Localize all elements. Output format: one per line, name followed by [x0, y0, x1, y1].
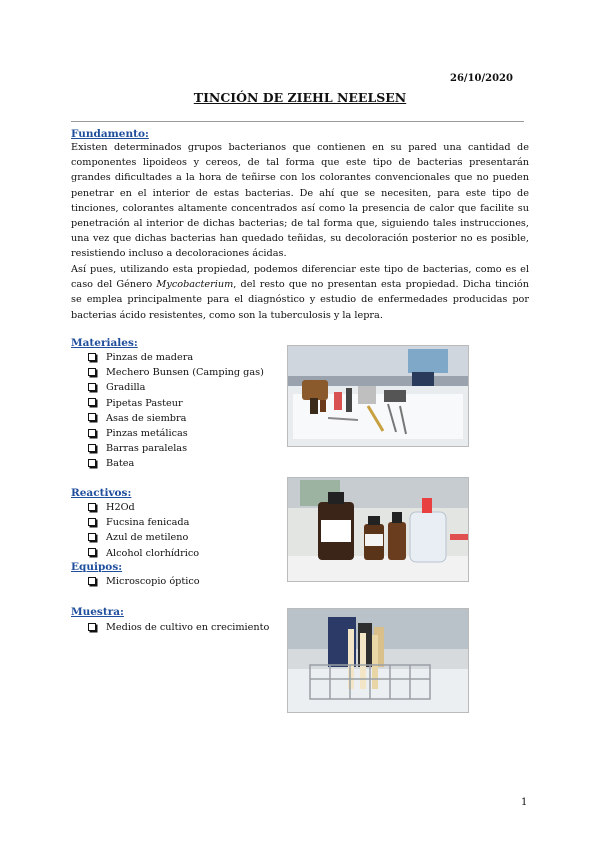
culture-tubes-photo-drawing — [288, 609, 468, 712]
fundamento-paragraph-2 — [71, 262, 529, 323]
fundamento-heading: Fundamento: — [71, 128, 149, 140]
checkbox-bullet-icon — [88, 444, 96, 452]
list-item-label: Pinzas metálicas — [106, 427, 188, 439]
materiales-heading: Materiales: — [71, 337, 138, 349]
list-item-label: Pinzas de madera — [106, 352, 194, 363]
list-item-label: Medios de cultivo en crecimiento — [106, 622, 270, 633]
list-item-label: H2Od — [106, 502, 135, 513]
equipos-heading: Equipos: — [71, 561, 123, 573]
paragraph-2-text-a: Así pues, utilizando esta propiedad, podemos diferenciar este tipo de bacterias, como es el caso del Género — [71, 264, 529, 291]
list-item — [88, 574, 200, 589]
paragraph-2-text-b: , del resto que no presentan esta propiedad. Dicha tinción se emplea principalmente para el diagnóstico y estudio de enfermedades producidas por bacterias ácido resistentes, como son la tuberculosis y la lepra. — [71, 279, 529, 321]
genus-name: Mycobacterium — [156, 279, 234, 291]
list-item-label: Fucsina fenicada — [106, 517, 190, 529]
materials-photo — [287, 345, 469, 447]
reagents-photo-drawing — [288, 478, 468, 581]
list-item-label: Asas de siembra — [106, 412, 187, 424]
checkbox-bullet-icon — [88, 548, 96, 556]
list-item — [88, 441, 264, 456]
list-item — [88, 456, 264, 471]
list-item-label: Gradilla — [106, 382, 146, 394]
equipos-list — [88, 574, 200, 589]
muestra-heading: Muestra: — [71, 606, 124, 618]
checkbox-bullet-icon — [88, 533, 96, 541]
list-item-label: Mechero Bunsen (Camping gas) — [106, 367, 264, 379]
list-item — [88, 426, 264, 441]
list-item — [88, 350, 264, 365]
list-item-label: Microscopio óptico — [106, 576, 200, 587]
reagents-photo — [287, 477, 469, 582]
checkbox-bullet-icon — [88, 503, 96, 511]
materials-photo-drawing — [288, 346, 468, 446]
list-item — [88, 380, 264, 395]
checkbox-bullet-icon — [88, 398, 96, 406]
reactivos-list — [88, 500, 199, 561]
checkbox-bullet-icon — [88, 623, 96, 631]
list-item — [88, 500, 199, 515]
list-item — [88, 365, 264, 380]
checkbox-bullet-icon — [88, 368, 96, 376]
muestra-list — [88, 620, 269, 635]
checkbox-bullet-icon — [88, 353, 96, 361]
document-date: 26/10/2020 — [450, 73, 513, 84]
checkbox-bullet-icon — [88, 518, 96, 526]
checkbox-bullet-icon — [88, 383, 96, 391]
list-item-label: Batea — [106, 458, 135, 470]
list-item — [88, 515, 199, 530]
list-item — [88, 546, 199, 561]
list-item-label: Barras paralelas — [106, 443, 188, 455]
list-item-label: Azul de metileno — [106, 532, 189, 544]
list-item — [88, 396, 264, 411]
list-item-label: Alcohol clorhídrico — [106, 547, 200, 559]
document-title: TINCIÓN DE ZIEHL NEELSEN — [193, 90, 407, 105]
materiales-list — [88, 350, 264, 472]
checkbox-bullet-icon — [88, 413, 96, 421]
list-item-label: Pipetas Pasteur — [106, 397, 183, 409]
fundamento-paragraph-1: Existen determinados grupos bacterianos que contienen en su pared una cantidad de componentes lipoideos y cereos, de tal forma que este tipo de bacterias presentarán grandes dificultades a la hora de teñirse con los colorantes convencionales que no pueden penetrar en el interior de estas bacterias. De ahí que se necesiten, para este tipo de tinciones, colorantes altamente concentrados así como la presencia de calor que facilite su penetración al interior de dichas bacterias; de tal forma que, siguiendo tales instrucciones, una vez que dichas bacterias han quedado teñidas, su decoloración posterior no es posible, resistiendo incluso a decoloraciones ácidas. — [71, 142, 529, 260]
checkbox-bullet-icon — [88, 459, 96, 467]
list-item — [88, 411, 264, 426]
title-divider — [71, 121, 524, 122]
reactivos-heading: Reactivos: — [71, 487, 132, 499]
checkbox-bullet-icon — [88, 577, 96, 585]
culture-tubes-photo — [287, 608, 469, 713]
checkbox-bullet-icon — [88, 429, 96, 437]
page-number: 1 — [521, 797, 528, 808]
list-item — [88, 620, 269, 635]
list-item — [88, 530, 199, 545]
